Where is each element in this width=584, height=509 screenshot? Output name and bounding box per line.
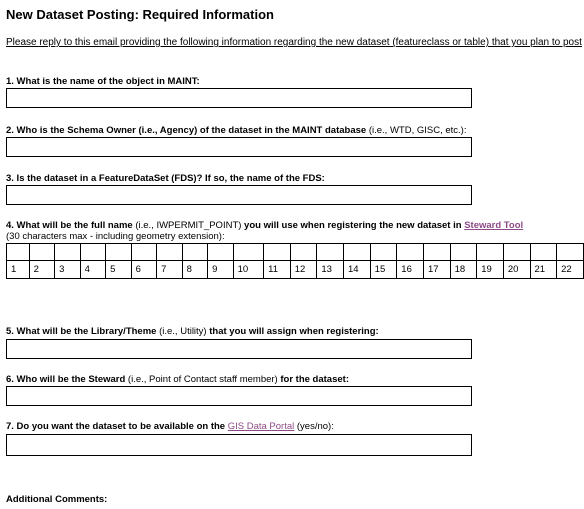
- character-entry-cell[interactable]: [397, 244, 424, 261]
- character-number-cell: 7: [157, 261, 183, 279]
- question-7-label: [6, 421, 334, 432]
- character-number-cell: 8: [182, 261, 208, 279]
- document-title: New Dataset Posting: Required Information: [6, 7, 274, 22]
- additional-comments-label: Additional Comments:: [6, 494, 108, 505]
- question-4-bold-1: 4. What will be the full name: [6, 220, 133, 231]
- character-number-cell: 13: [317, 261, 344, 279]
- intro-text: Please reply to this email providing the following information regarding the new dataset (featureclass or table) that you plan to post: [6, 37, 582, 48]
- question-6-example: (i.e., Point of Contact staff member): [125, 374, 278, 385]
- character-entry-cell[interactable]: [80, 244, 106, 261]
- question-4-example: (i.e., IWPERMIT_POINT): [132, 220, 242, 231]
- question-5-bold-1: 5. What will be the Library/Theme: [6, 326, 157, 337]
- question-4-subtext: (30 characters max - including geometry extension):: [6, 231, 225, 242]
- character-entry-cell[interactable]: [477, 244, 504, 261]
- question-6-label: [6, 374, 349, 385]
- answer-3-field[interactable]: [6, 185, 472, 205]
- question-5-label: [6, 326, 379, 337]
- character-number-cell: 12: [290, 261, 317, 279]
- question-4-label: [6, 220, 523, 231]
- character-entry-cell[interactable]: [208, 244, 234, 261]
- question-4-bold-2: you will use when registering the new dataset in: [241, 220, 465, 231]
- question-3-label: 3. Is the dataset in a FeatureDataSet (FDS)? If so, the name of the FDS:: [6, 173, 325, 184]
- question-2-label: [6, 125, 467, 136]
- question-5-example: (i.e., Utility): [156, 326, 207, 337]
- steward-tool-link[interactable]: Steward Tool: [464, 220, 524, 231]
- character-number-cell: 14: [344, 261, 371, 279]
- character-number-cell: 1: [7, 261, 30, 279]
- answer-5-field[interactable]: [6, 339, 472, 359]
- character-entry-cell[interactable]: [29, 244, 55, 261]
- character-entry-cell[interactable]: [370, 244, 397, 261]
- character-number-cell: 10: [233, 261, 264, 279]
- character-entry-cell[interactable]: [182, 244, 208, 261]
- character-entry-cell[interactable]: [557, 244, 584, 261]
- character-number-cell: 21: [530, 261, 557, 279]
- answer-6-field[interactable]: [6, 386, 472, 406]
- question-5-bold-2: that you will assign when registering:: [206, 326, 379, 337]
- character-number-cell: 9: [208, 261, 234, 279]
- character-entry-cell[interactable]: [233, 244, 264, 261]
- question-1-label: 1. What is the name of the object in MAINT:: [6, 76, 200, 87]
- answer-7-field[interactable]: [6, 434, 472, 456]
- character-entry-row: [7, 244, 584, 261]
- character-entry-cell[interactable]: [264, 244, 291, 261]
- character-number-cell: 19: [477, 261, 504, 279]
- character-entry-cell[interactable]: [503, 244, 530, 261]
- character-number-cell: 6: [131, 261, 157, 279]
- character-entry-cell[interactable]: [106, 244, 132, 261]
- character-grid: [6, 243, 584, 279]
- character-entry-cell[interactable]: [131, 244, 157, 261]
- character-number-cell: 17: [423, 261, 450, 279]
- question-2-bold: 2. Who is the Schema Owner (i.e., Agency) of the dataset in the MAINT database: [6, 125, 367, 136]
- character-entry-cell[interactable]: [530, 244, 557, 261]
- character-entry-cell[interactable]: [157, 244, 183, 261]
- question-6-bold-1: 6. Who will be the Steward: [6, 374, 126, 385]
- answer-1-field[interactable]: [6, 88, 472, 108]
- character-entry-cell[interactable]: [317, 244, 344, 261]
- character-number-cell: 2: [29, 261, 55, 279]
- character-number-cell: 11: [264, 261, 291, 279]
- character-number-cell: 16: [397, 261, 424, 279]
- character-number-cell: 22: [557, 261, 584, 279]
- character-number-cell: 18: [450, 261, 477, 279]
- question-7-example: (yes/no):: [294, 421, 334, 432]
- character-entry-cell[interactable]: [290, 244, 317, 261]
- question-2-example: (i.e., WTD, GISC, etc.):: [366, 125, 467, 136]
- question-6-bold-2: for the dataset:: [277, 374, 349, 385]
- question-7-bold: 7. Do you want the dataset to be available on the: [6, 421, 228, 432]
- character-number-cell: 20: [503, 261, 530, 279]
- character-number-cell: 4: [80, 261, 106, 279]
- answer-2-field[interactable]: [6, 137, 472, 157]
- character-entry-cell[interactable]: [423, 244, 450, 261]
- character-entry-cell[interactable]: [7, 244, 30, 261]
- character-number-cell: 5: [106, 261, 132, 279]
- gis-data-portal-link[interactable]: GIS Data Portal: [227, 421, 295, 432]
- character-number-cell: 3: [55, 261, 81, 279]
- character-entry-cell[interactable]: [344, 244, 371, 261]
- character-number-cell: 15: [370, 261, 397, 279]
- character-entry-cell[interactable]: [55, 244, 81, 261]
- character-number-row: [7, 261, 584, 279]
- character-entry-cell[interactable]: [450, 244, 477, 261]
